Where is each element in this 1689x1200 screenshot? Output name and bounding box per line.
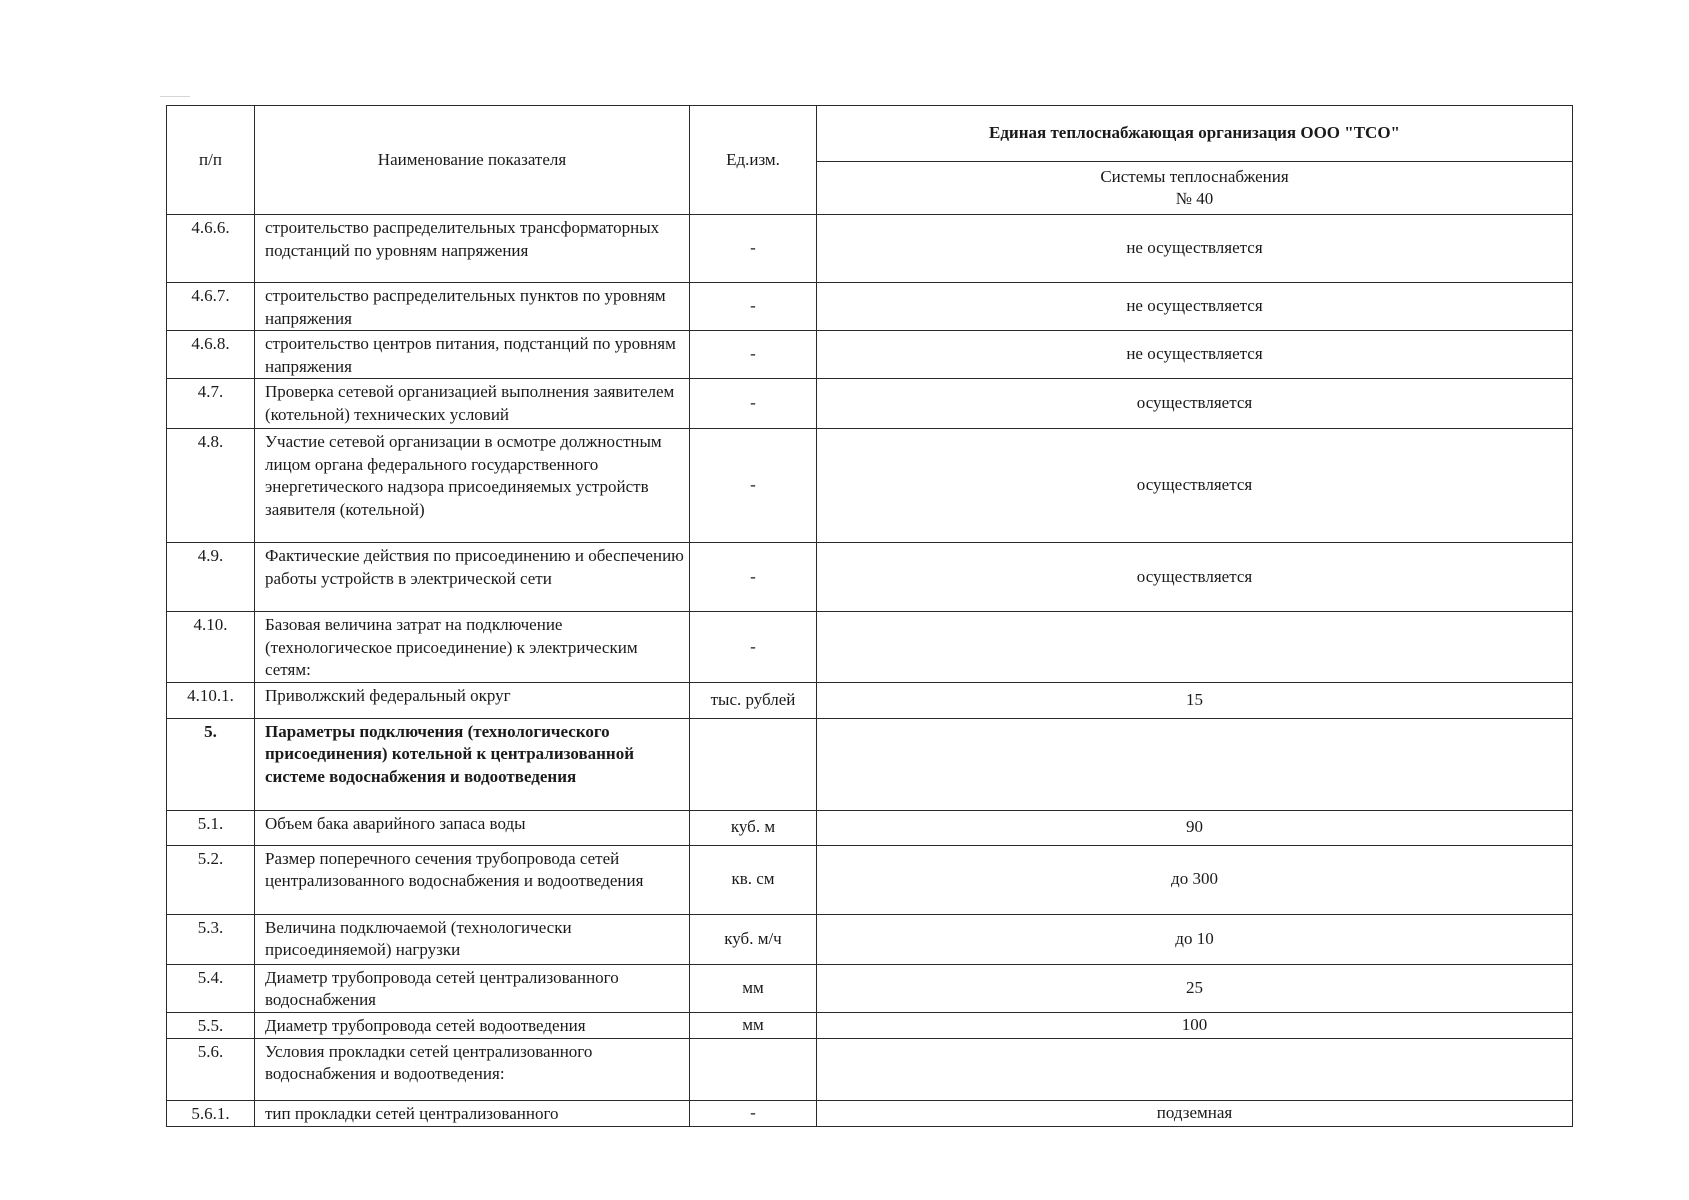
header-unit: Ед.изм.	[690, 106, 817, 215]
row-num: 5.6.	[167, 1038, 255, 1100]
row-name: Объем бака аварийного запаса воды	[255, 810, 690, 845]
row-value: 15	[817, 682, 1573, 718]
table-row	[167, 845, 1573, 914]
table-row	[167, 429, 1573, 543]
row-unit: -	[690, 283, 817, 331]
row-unit: -	[690, 429, 817, 543]
row-name: Диаметр трубопровода сетей централизованного водоснабжения	[255, 964, 690, 1012]
row-num: 4.9.	[167, 543, 255, 612]
row-name: строительство распределительных трансформаторных подстанций по уровням напряжения	[255, 215, 690, 283]
table-row	[167, 215, 1573, 283]
table-row	[167, 283, 1573, 331]
row-name: Параметры подключения (технологического присоединения) котельной к централизованной системе водоснабжения и водоотведения	[255, 718, 690, 810]
row-unit: тыс. рублей	[690, 682, 817, 718]
row-value	[817, 612, 1573, 683]
row-name: Базовая величина затрат на подключение (технологическое присоединение) к электрическим сетям:	[255, 612, 690, 683]
row-unit: -	[690, 543, 817, 612]
row-num: 5.2.	[167, 845, 255, 914]
row-value: 100	[817, 1012, 1573, 1038]
row-name: Размер поперечного сечения трубопровода сетей централизованного водоснабжения и водоотведения	[255, 845, 690, 914]
row-unit	[690, 1038, 817, 1100]
row-unit: куб. м/ч	[690, 914, 817, 964]
row-num: 4.10.1.	[167, 682, 255, 718]
row-num: 4.7.	[167, 379, 255, 429]
table-row	[167, 718, 1573, 810]
header-system-title: Системы теплоснабжения	[1100, 167, 1289, 186]
row-name: Приволжский федеральный округ	[255, 682, 690, 718]
row-value: до 300	[817, 845, 1573, 914]
row-value: осуществляется	[817, 429, 1573, 543]
row-unit: мм	[690, 1012, 817, 1038]
indicator-table	[166, 105, 1573, 1127]
row-num: 4.6.8.	[167, 331, 255, 379]
row-name: Диаметр трубопровода сетей водоотведения	[255, 1012, 690, 1038]
table-row	[167, 1100, 1573, 1126]
row-value: до 10	[817, 914, 1573, 964]
row-unit: кв. см	[690, 845, 817, 914]
row-num: 4.6.7.	[167, 283, 255, 331]
row-name: Участие сетевой организации в осмотре должностным лицом органа федерального государственного энергетического надзора присоединяемых устройств заявителя (котельной)	[255, 429, 690, 543]
row-num: 5.5.	[167, 1012, 255, 1038]
row-value: подземная	[817, 1100, 1573, 1126]
row-num: 4.6.6.	[167, 215, 255, 283]
row-unit: куб. м	[690, 810, 817, 845]
scan-edge-mark	[160, 96, 190, 97]
row-unit: -	[690, 1100, 817, 1126]
row-unit: мм	[690, 964, 817, 1012]
row-name: Условия прокладки сетей централизованного водоснабжения и водоотведения:	[255, 1038, 690, 1100]
table-row	[167, 612, 1573, 683]
header-name: Наименование показателя	[255, 106, 690, 215]
table-row	[167, 543, 1573, 612]
table-row	[167, 1012, 1573, 1038]
table-row	[167, 379, 1573, 429]
table-row	[167, 914, 1573, 964]
table-row	[167, 682, 1573, 718]
table-row	[167, 964, 1573, 1012]
row-num: 5.3.	[167, 914, 255, 964]
header-system	[817, 162, 1573, 215]
row-name: Проверка сетевой организацией выполнения заявителем (котельной) технических условий	[255, 379, 690, 429]
row-num: 5.	[167, 718, 255, 810]
row-value: 25	[817, 964, 1573, 1012]
header-system-number: № 40	[1175, 189, 1214, 208]
row-unit: -	[690, 331, 817, 379]
row-unit: -	[690, 379, 817, 429]
table-row	[167, 1038, 1573, 1100]
header-organization: Единая теплоснабжающая организация ООО "ТСО"	[817, 106, 1573, 162]
row-num: 5.4.	[167, 964, 255, 1012]
row-value: не осуществляется	[817, 215, 1573, 283]
row-num: 5.6.1.	[167, 1100, 255, 1126]
row-name: Величина подключаемой (технологически присоединяемой) нагрузки	[255, 914, 690, 964]
row-num: 4.10.	[167, 612, 255, 683]
row-value: осуществляется	[817, 543, 1573, 612]
row-unit: -	[690, 215, 817, 283]
row-num: 4.8.	[167, 429, 255, 543]
row-unit	[690, 718, 817, 810]
row-name: Фактические действия по присоединению и обеспечению работы устройств в электрической сети	[255, 543, 690, 612]
row-value: 90	[817, 810, 1573, 845]
row-name: строительство распределительных пунктов по уровням напряжения	[255, 283, 690, 331]
row-name: тип прокладки сетей централизованного	[255, 1100, 690, 1126]
row-value	[817, 718, 1573, 810]
header-num: п/п	[167, 106, 255, 215]
row-value: не осуществляется	[817, 331, 1573, 379]
row-num: 5.1.	[167, 810, 255, 845]
row-value: не осуществляется	[817, 283, 1573, 331]
table-row	[167, 810, 1573, 845]
row-unit: -	[690, 612, 817, 683]
row-value: осуществляется	[817, 379, 1573, 429]
row-name: строительство центров питания, подстанций по уровням напряжения	[255, 331, 690, 379]
row-value	[817, 1038, 1573, 1100]
table-row	[167, 331, 1573, 379]
